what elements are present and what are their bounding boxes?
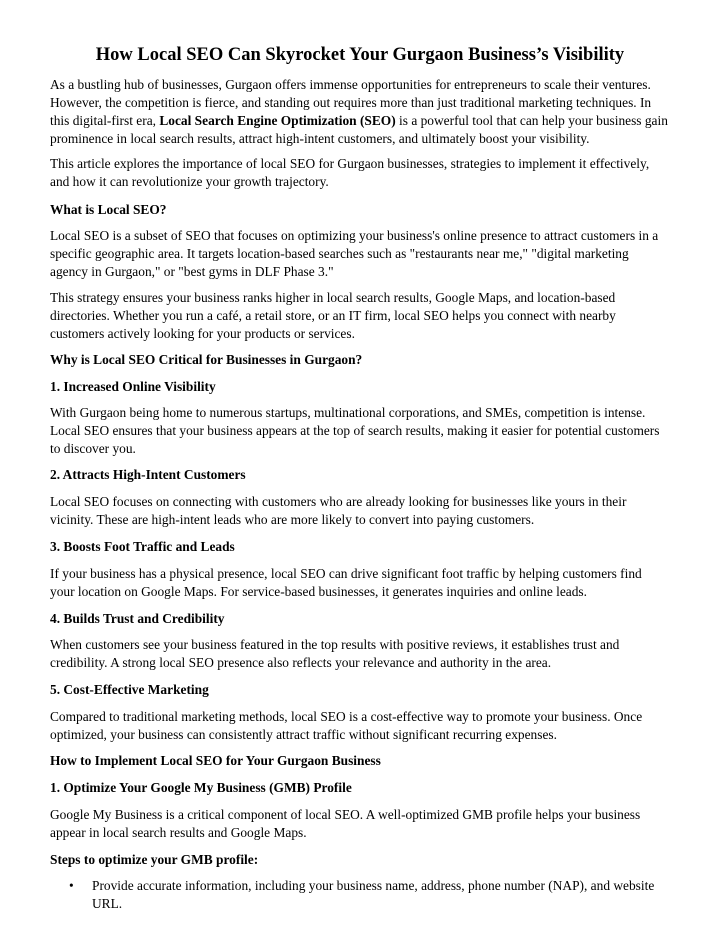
subheading-visibility: 1. Increased Online Visibility <box>50 379 216 394</box>
text-line: As a bustling hub of businesses, Gurgaon offers immense opportunities for entrepreneurs to scale their ventures. <box>50 77 651 92</box>
text-line: Local SEO is a subset of SEO that focuses on optimizing your business's online presence to attract customers in a <box>50 228 659 243</box>
subheading-foot-traffic: 3. Boosts Foot Traffic and Leads <box>50 539 235 554</box>
bullet-icon: • <box>69 878 74 893</box>
section-heading-why: Why is Local SEO Critical for Businesses in Gurgaon? <box>50 352 363 367</box>
text-line <box>50 112 710 130</box>
visibility-paragraph <box>50 404 710 458</box>
text-line: credibility. A strong local SEO presence also reflects your relevance and authority in the area. <box>50 655 552 670</box>
text-line: and how it can revolutionize your growth trajectory. <box>50 174 329 189</box>
text-line: When customers see your business featured in the top results with positive reviews, it establishes trust and <box>50 637 620 652</box>
cost-effective-paragraph <box>50 708 710 744</box>
text-line: to discover you. <box>50 441 136 456</box>
trust-paragraph <box>50 636 710 672</box>
high-intent-paragraph <box>50 493 710 529</box>
bold-term: Local Search Engine Optimization (SEO) <box>159 113 396 128</box>
text-line: appear in local search results and Google Maps. <box>50 825 307 840</box>
section-heading-how: How to Implement Local SEO for Your Gurgaon Business <box>50 753 381 768</box>
text-line: customers actively looking for your products or services. <box>50 326 355 341</box>
text-line: specific geographic area. It targets location-based searches such as "restaurants near me," "digital marketing <box>50 246 629 261</box>
subheading-gmb: 1. Optimize Your Google My Business (GMB) Profile <box>50 780 352 795</box>
text-line: vicinity. These are high-intent leads who are more likely to convert into paying customers. <box>50 512 535 527</box>
text-line: Local SEO ensures that your business appears at the top of search results, making it easier for potential customers <box>50 423 660 438</box>
text-line: directories. Whether you run a café, a retail store, or an IT firm, local SEO helps you connect with nearby <box>50 308 616 323</box>
text-line: This article explores the importance of local SEO for Gurgaon businesses, strategies to implement it effectively, <box>50 156 650 171</box>
text-line: This strategy ensures your business ranks higher in local search results, Google Maps, and location-based <box>50 290 616 305</box>
text-segment: this digital-first era, <box>50 113 160 128</box>
text-line: optimized, your business can consistently attract traffic without significant recurring expenses. <box>50 727 557 742</box>
text-line: Local SEO focuses on connecting with customers who are already looking for businesses like yours in their <box>50 494 627 509</box>
text-line: agency in Gurgaon," or "best gyms in DLF Phase 3." <box>50 264 334 279</box>
text-line: Google My Business is a critical component of local SEO. A well-optimized GMB profile helps your business <box>50 807 641 822</box>
text-line: your location on Google Maps. For service-based businesses, it generates inquiries and online leads. <box>50 584 587 599</box>
text-line: Compared to traditional marketing methods, local SEO is a cost-effective way to promote your business. Once <box>50 709 643 724</box>
article-title: How Local SEO Can Skyrocket Your Gurgaon Business’s Visibility <box>95 45 625 65</box>
text-line: However, the competition is fierce, and standing out requires more than just traditional marketing techniques. In <box>50 95 652 110</box>
gmb-paragraph <box>50 806 710 842</box>
text-line: URL. <box>92 896 123 911</box>
text-line: With Gurgaon being home to numerous startups, multinational corporations, and SMEs, competition is intense. <box>50 405 646 420</box>
text-segment: is a powerful tool that can help your business gain <box>395 113 668 128</box>
text-line: Provide accurate information, including your business name, address, phone number (NAP), and website <box>92 878 655 893</box>
subheading-cost-effective: 5. Cost-Effective Marketing <box>50 682 209 697</box>
text-line: prominence in local search results, attract high-intent customers, and ultimately boost your visibility. <box>50 131 590 146</box>
subheading-high-intent: 2. Attracts High-Intent Customers <box>50 467 246 482</box>
list-item <box>92 877 702 913</box>
intro-paragraph-1 <box>50 76 710 148</box>
what-paragraph-1 <box>50 227 710 281</box>
subheading-trust: 4. Builds Trust and Credibility <box>50 611 225 626</box>
section-heading-what: What is Local SEO? <box>50 202 167 217</box>
steps-heading: Steps to optimize your GMB profile: <box>50 852 259 867</box>
text-line: If your business has a physical presence, local SEO can drive significant foot traffic by helping customers find <box>50 566 642 581</box>
what-paragraph-2 <box>50 289 710 343</box>
intro-paragraph-2 <box>50 155 710 191</box>
foot-traffic-paragraph <box>50 565 710 601</box>
